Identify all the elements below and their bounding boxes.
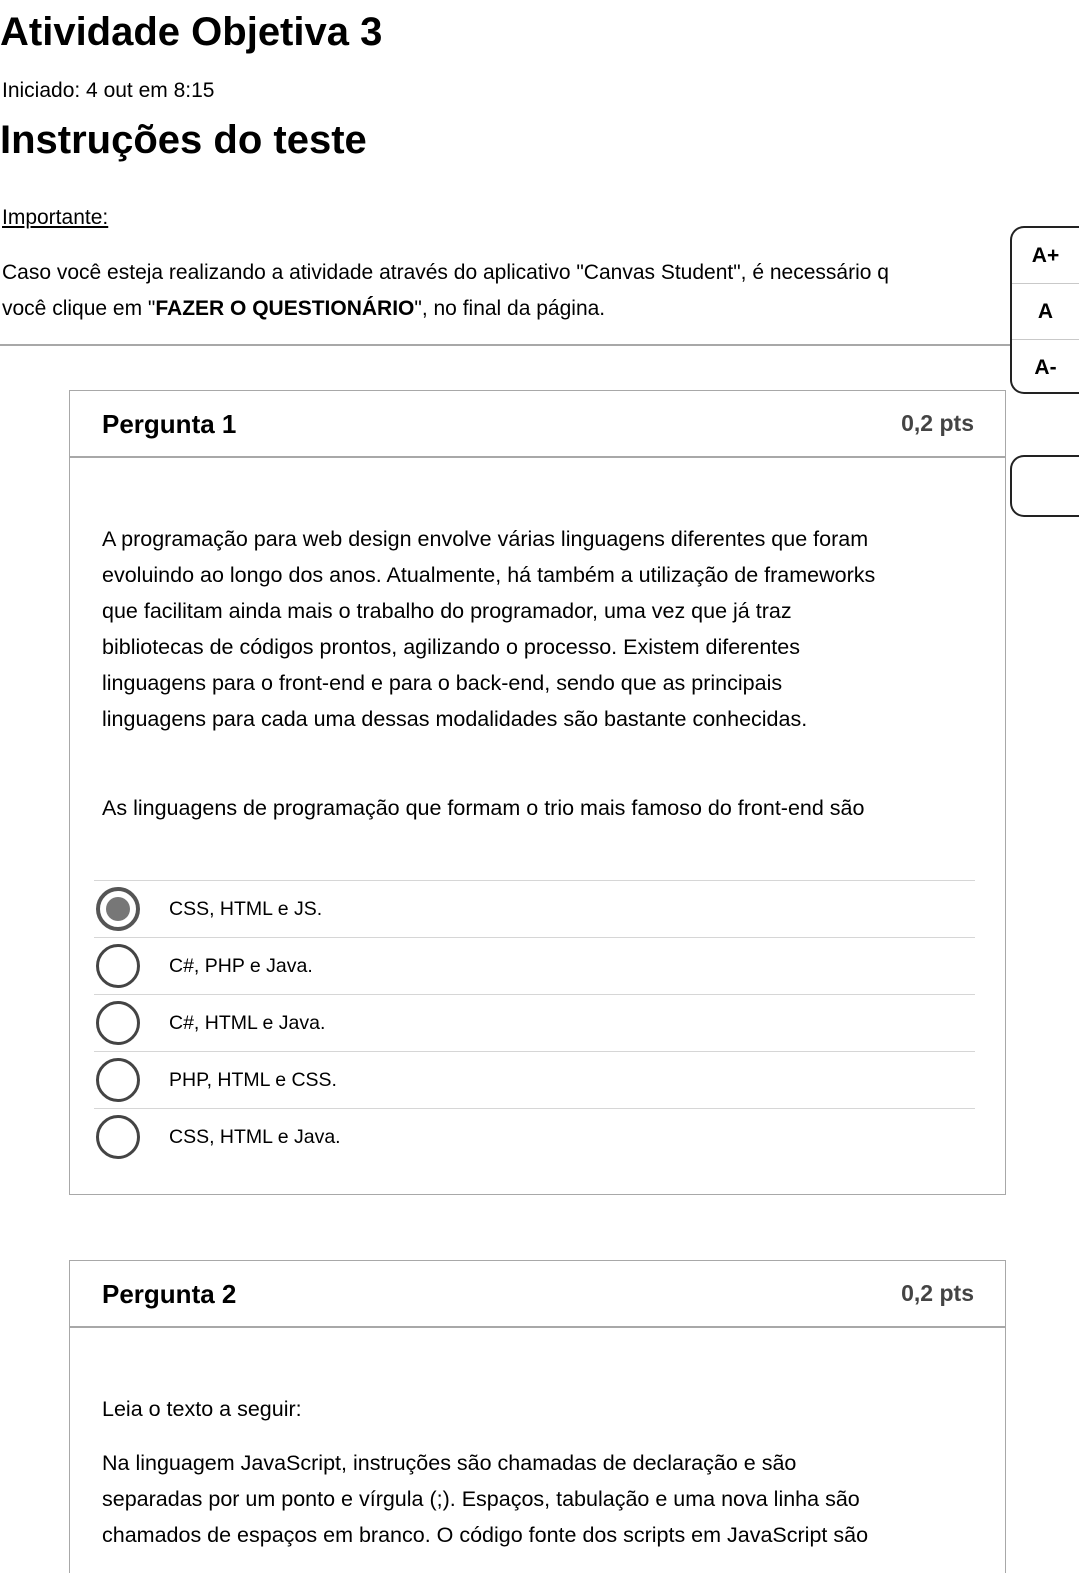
question-title: Pergunta 2 [102, 1278, 237, 1309]
instructions-line-2-start: você clique em " [2, 297, 156, 320]
question-text-line: chamados de espaços em branco. O código fonte dos scripts em JavaScript são [102, 1523, 869, 1547]
question-text [102, 521, 982, 737]
instructions-line-1: Caso você esteja realizando a atividade através do aplicativo "Canvas Student", é necessário q [2, 261, 889, 284]
instructions-heading: Instruções do teste [0, 118, 367, 162]
font-reset-button[interactable]: A [1012, 283, 1079, 339]
answer-option[interactable] [94, 1108, 975, 1165]
question-text-line: que facilitam ainda mais o trabalho do programador, uma vez que já traz [102, 599, 792, 623]
question-points: 0,2 pts [901, 1280, 974, 1306]
question-text-line: A programação para web design envolve várias linguagens diferentes que foram [102, 527, 869, 551]
font-increase-button[interactable]: A+ [1031, 243, 1060, 267]
question-text-line: separadas por um ponto e vírgula (;). Espaços, tabulação e uma nova linha são [102, 1487, 860, 1511]
font-size-controls [1010, 226, 1079, 394]
radio-icon[interactable] [96, 1115, 140, 1159]
question-text-line: linguagens para o front-end e para o back-end, sendo que as principais [102, 671, 783, 695]
question-lead: Leia o texto a seguir: [102, 1397, 302, 1421]
question-text [102, 1445, 982, 1553]
answer-option[interactable] [94, 937, 975, 994]
page-title: Atividade Objetiva 3 [0, 10, 383, 54]
instructions-line-2 [2, 291, 1007, 327]
started-timestamp: Iniciado: 4 out em 8:15 [2, 79, 215, 102]
answer-label[interactable]: C#, HTML e Java. [169, 1012, 326, 1034]
radio-selected-icon[interactable] [96, 887, 140, 931]
font-decrease-button[interactable]: A- [1012, 339, 1079, 395]
answer-option[interactable] [94, 994, 975, 1051]
answer-label[interactable]: C#, PHP e Java. [169, 955, 313, 977]
answer-option[interactable] [94, 880, 975, 937]
side-tab-button[interactable] [1010, 455, 1079, 517]
answer-list [94, 880, 975, 1165]
answer-label[interactable]: CSS, HTML e JS. [169, 898, 323, 920]
radio-icon[interactable] [96, 1001, 140, 1045]
question-prompt: As linguagens de programação que formam o trio mais famoso do front-end são [102, 796, 865, 820]
question-header [70, 1261, 1005, 1328]
instructions-bold-action: FAZER O QUESTIONÁRIO [155, 297, 415, 320]
answer-option[interactable] [94, 1051, 975, 1108]
question-title: Pergunta 1 [102, 408, 237, 439]
instructions-line-2-end: ", no final da página. [414, 297, 606, 320]
question-points: 0,2 pts [901, 410, 974, 436]
radio-icon[interactable] [96, 944, 140, 988]
radio-icon[interactable] [96, 1058, 140, 1102]
question-card-2 [69, 1260, 1006, 1573]
section-divider [0, 344, 1012, 346]
question-text-line: linguagens para cada uma dessas modalidades são bastante conhecidas. [102, 707, 808, 731]
answer-label[interactable]: PHP, HTML e CSS. [169, 1069, 337, 1091]
answer-label[interactable]: CSS, HTML e Java. [169, 1126, 341, 1148]
question-text-line: evoluindo ao longo dos anos. Atualmente, há também a utilização de frameworks [102, 563, 876, 587]
question-header [70, 391, 1005, 458]
question-text-line: Na linguagem JavaScript, instruções são chamadas de declaração e são [102, 1451, 797, 1475]
instructions-text [2, 255, 1007, 327]
question-text-line: bibliotecas de códigos prontos, agilizando o processo. Existem diferentes [102, 635, 800, 659]
question-card-1 [69, 390, 1006, 1195]
important-label: Importante: [2, 206, 109, 229]
